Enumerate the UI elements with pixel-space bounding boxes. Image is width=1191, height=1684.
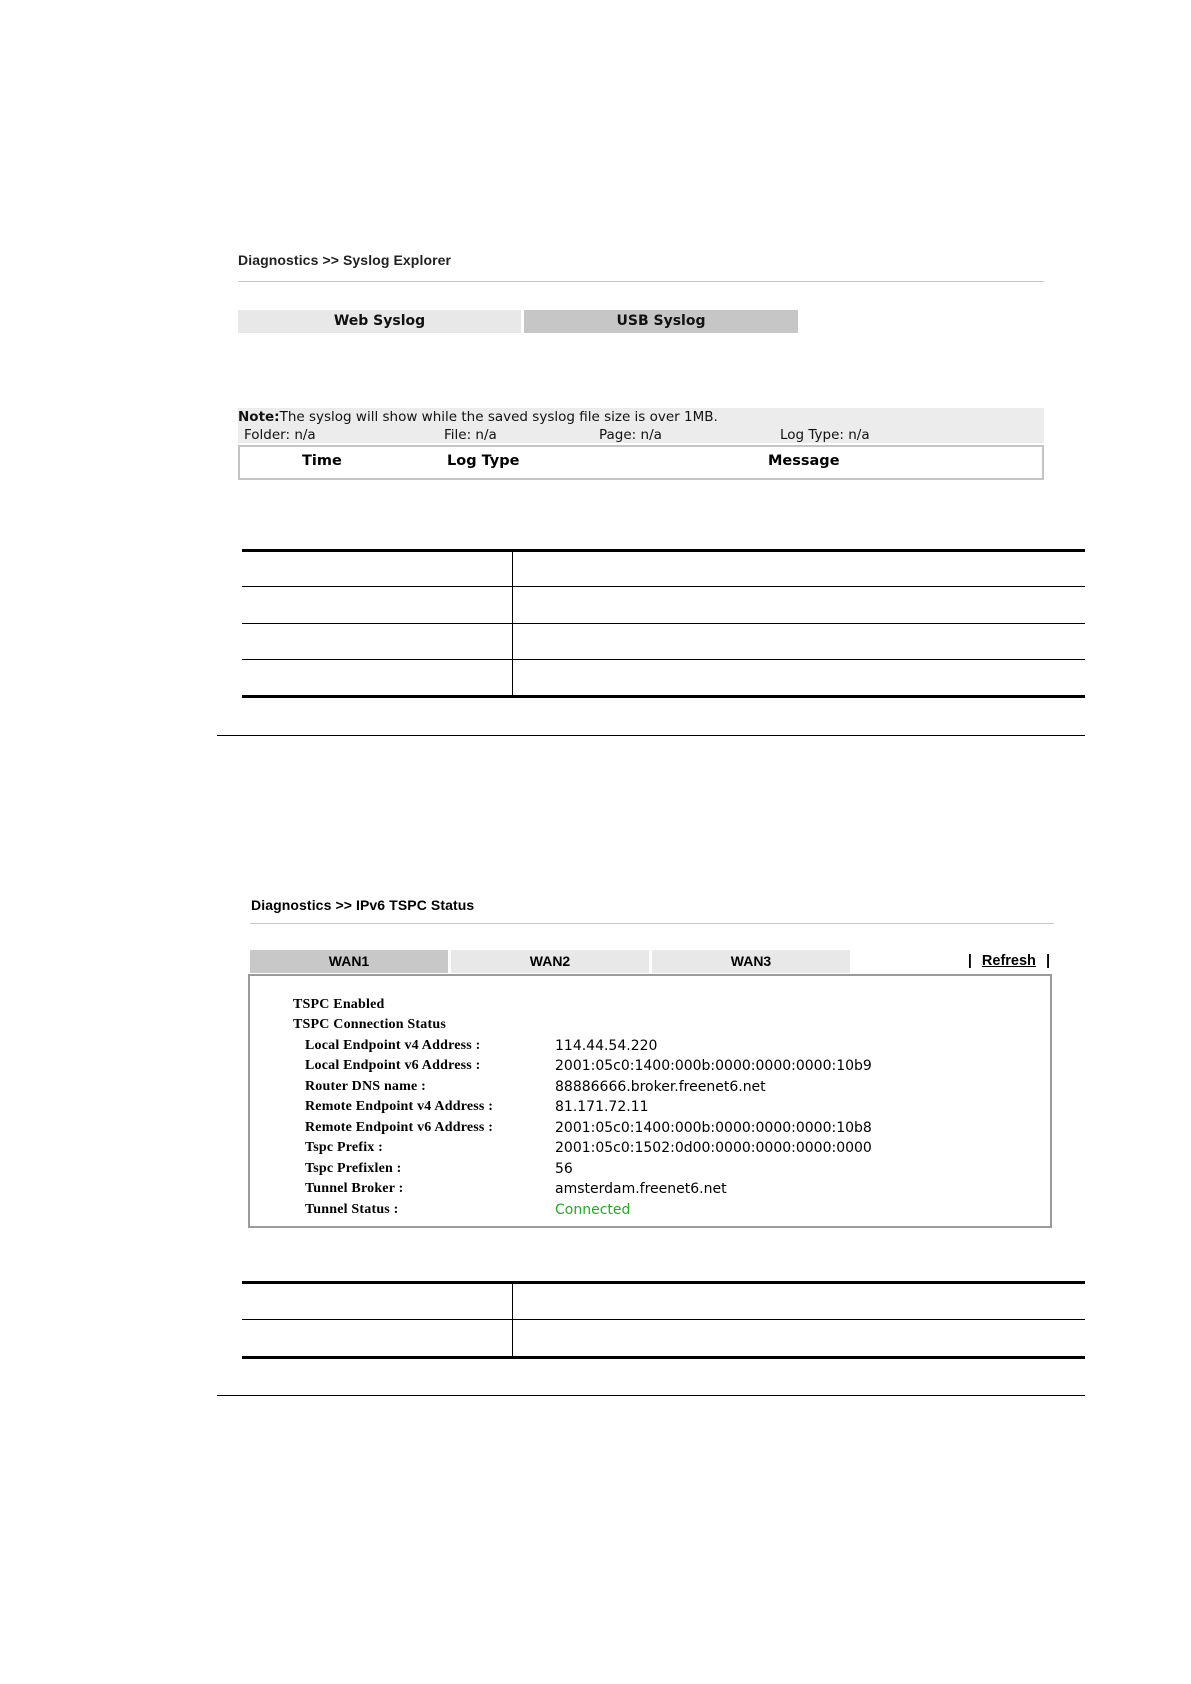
section-divider [217, 1395, 1085, 1396]
table-column-rule [512, 549, 513, 697]
log-type-info: Log Type: n/a [780, 427, 870, 443]
tspc-connection-status-label: TSPC Connection Status [293, 1017, 446, 1032]
title-divider [238, 281, 1044, 282]
remote-endpoint-v4-value: 81.171.72.11 [555, 1099, 649, 1115]
tunnel-status-label: Tunnel Status : [305, 1202, 399, 1217]
page-info: Page: n/a [599, 427, 662, 443]
local-endpoint-v4-label: Local Endpoint v4 Address : [305, 1038, 481, 1053]
tspc-prefix-value: 2001:05c0:1502:0d00:0000:0000:0000:0000 [555, 1140, 872, 1156]
refresh-link[interactable]: Refresh [981, 953, 1036, 969]
page-title: Diagnostics >> IPv6 TSPC Status [251, 897, 475, 913]
folder-info: Folder: n/a [244, 427, 316, 443]
tspc-status-box [248, 974, 1052, 1228]
table-column-rule [512, 1281, 513, 1358]
table-bottom-rule [242, 1356, 1085, 1359]
table-row-rule [242, 623, 1085, 624]
tspc-prefixlen-value: 56 [555, 1161, 573, 1177]
local-endpoint-v4-value: 114.44.54.220 [555, 1038, 658, 1054]
syslog-explorer-panel [238, 250, 1044, 480]
section-divider [217, 735, 1085, 736]
table-row-rule [242, 586, 1085, 587]
column-time: Time [302, 453, 342, 469]
table-bottom-rule [242, 695, 1085, 698]
wan-tab-bar [250, 950, 1056, 973]
refresh-link-group [968, 950, 1050, 973]
tunnel-broker-value: amsterdam.freenet6.net [555, 1181, 727, 1197]
description-table-2 [242, 1281, 1085, 1361]
remote-endpoint-v6-label: Remote Endpoint v6 Address : [305, 1120, 494, 1135]
tspc-prefix-label: Tspc Prefix : [305, 1140, 384, 1155]
tab-wan2[interactable]: WAN2 [451, 950, 649, 973]
column-message: Message [768, 453, 840, 469]
tspc-status-panel [250, 895, 1056, 1227]
router-dns-name-label: Router DNS name : [305, 1079, 426, 1094]
note-label: Note: [238, 409, 280, 425]
table-top-rule [242, 1281, 1085, 1284]
tab-usb-syslog[interactable]: USB Syslog [524, 310, 798, 333]
syslog-table-header [238, 445, 1044, 480]
tab-wan1[interactable]: WAN1 [250, 950, 448, 973]
tspc-enabled-label: TSPC Enabled [293, 997, 385, 1012]
page-title: Diagnostics >> Syslog Explorer [238, 252, 452, 268]
table-row-rule [242, 659, 1085, 660]
syslog-info-bar [238, 408, 1044, 443]
local-endpoint-v6-value: 2001:05c0:1400:000b:0000:0000:0000:10b9 [555, 1058, 872, 1074]
tab-wan3[interactable]: WAN3 [652, 950, 850, 973]
tspc-prefixlen-label: Tspc Prefixlen : [305, 1161, 402, 1176]
tunnel-broker-label: Tunnel Broker : [305, 1181, 404, 1196]
router-dns-name-value: 88886666.broker.freenet6.net [555, 1079, 766, 1095]
note-text: The syslog will show while the saved syslog file size is over 1MB. [279, 409, 718, 425]
file-info: File: n/a [444, 427, 497, 443]
local-endpoint-v6-label: Local Endpoint v6 Address : [305, 1058, 481, 1073]
description-table-1 [242, 549, 1085, 699]
table-row-rule [242, 1319, 1085, 1320]
separator: | [967, 953, 972, 969]
column-log-type: Log Type [447, 453, 520, 469]
title-divider [250, 923, 1054, 924]
remote-endpoint-v4-label: Remote Endpoint v4 Address : [305, 1099, 494, 1114]
tunnel-status-value: Connected [555, 1202, 631, 1218]
table-top-rule [242, 549, 1085, 552]
syslog-tab-bar [238, 310, 798, 333]
remote-endpoint-v6-value: 2001:05c0:1400:000b:0000:0000:0000:10b8 [555, 1120, 872, 1136]
note [238, 409, 718, 425]
separator: | [1045, 953, 1050, 969]
tab-web-syslog[interactable]: Web Syslog [238, 310, 521, 333]
